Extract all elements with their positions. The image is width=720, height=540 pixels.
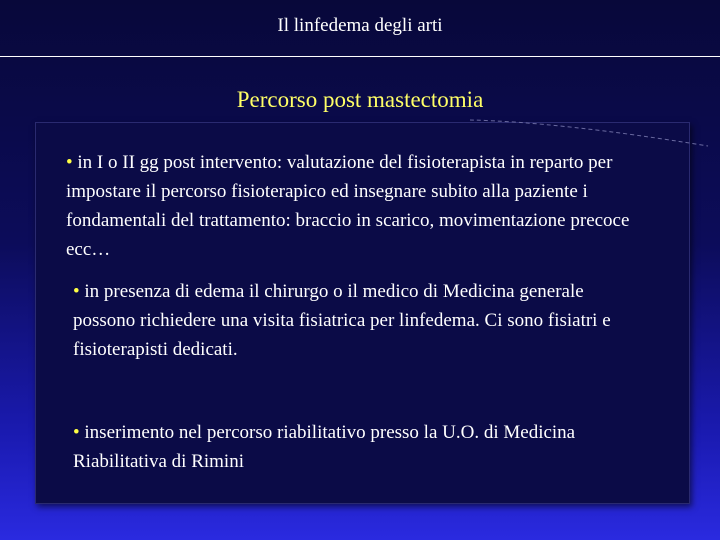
bullet-marker-1: • [66,152,73,173]
title-divider [0,56,720,57]
slide-title: Il linfedema degli arti [277,15,443,36]
bullet-item-2 [73,277,633,364]
bullet-item-3 [73,418,663,476]
bullet-marker-3: • [73,422,80,443]
bullet-text-1: in I o II gg post intervento: valutazione del fisioterapista in reparto per impostare il percorso fisioterapico ed insegnare subito alla paziente i fondamentali del trattamento: braccio in scarico, movimentazione precoce ecc… [66,152,630,260]
slide-subtitle: Percorso post mastectomia [236,87,484,112]
bullet-marker-2: • [73,281,80,302]
bullet-text-3: inserimento nel percorso riabilitativo presso la U.O. di Medicina Riabilitativa di Rimini [73,422,576,472]
bullet-text-2: in presenza di edema il chirurgo o il medico di Medicina generale possono richiedere una visita fisiatrica per linfedema. Ci sono fisiatri e fisioterapisti dedicati. [73,281,611,360]
bullet-item-1 [66,148,666,264]
